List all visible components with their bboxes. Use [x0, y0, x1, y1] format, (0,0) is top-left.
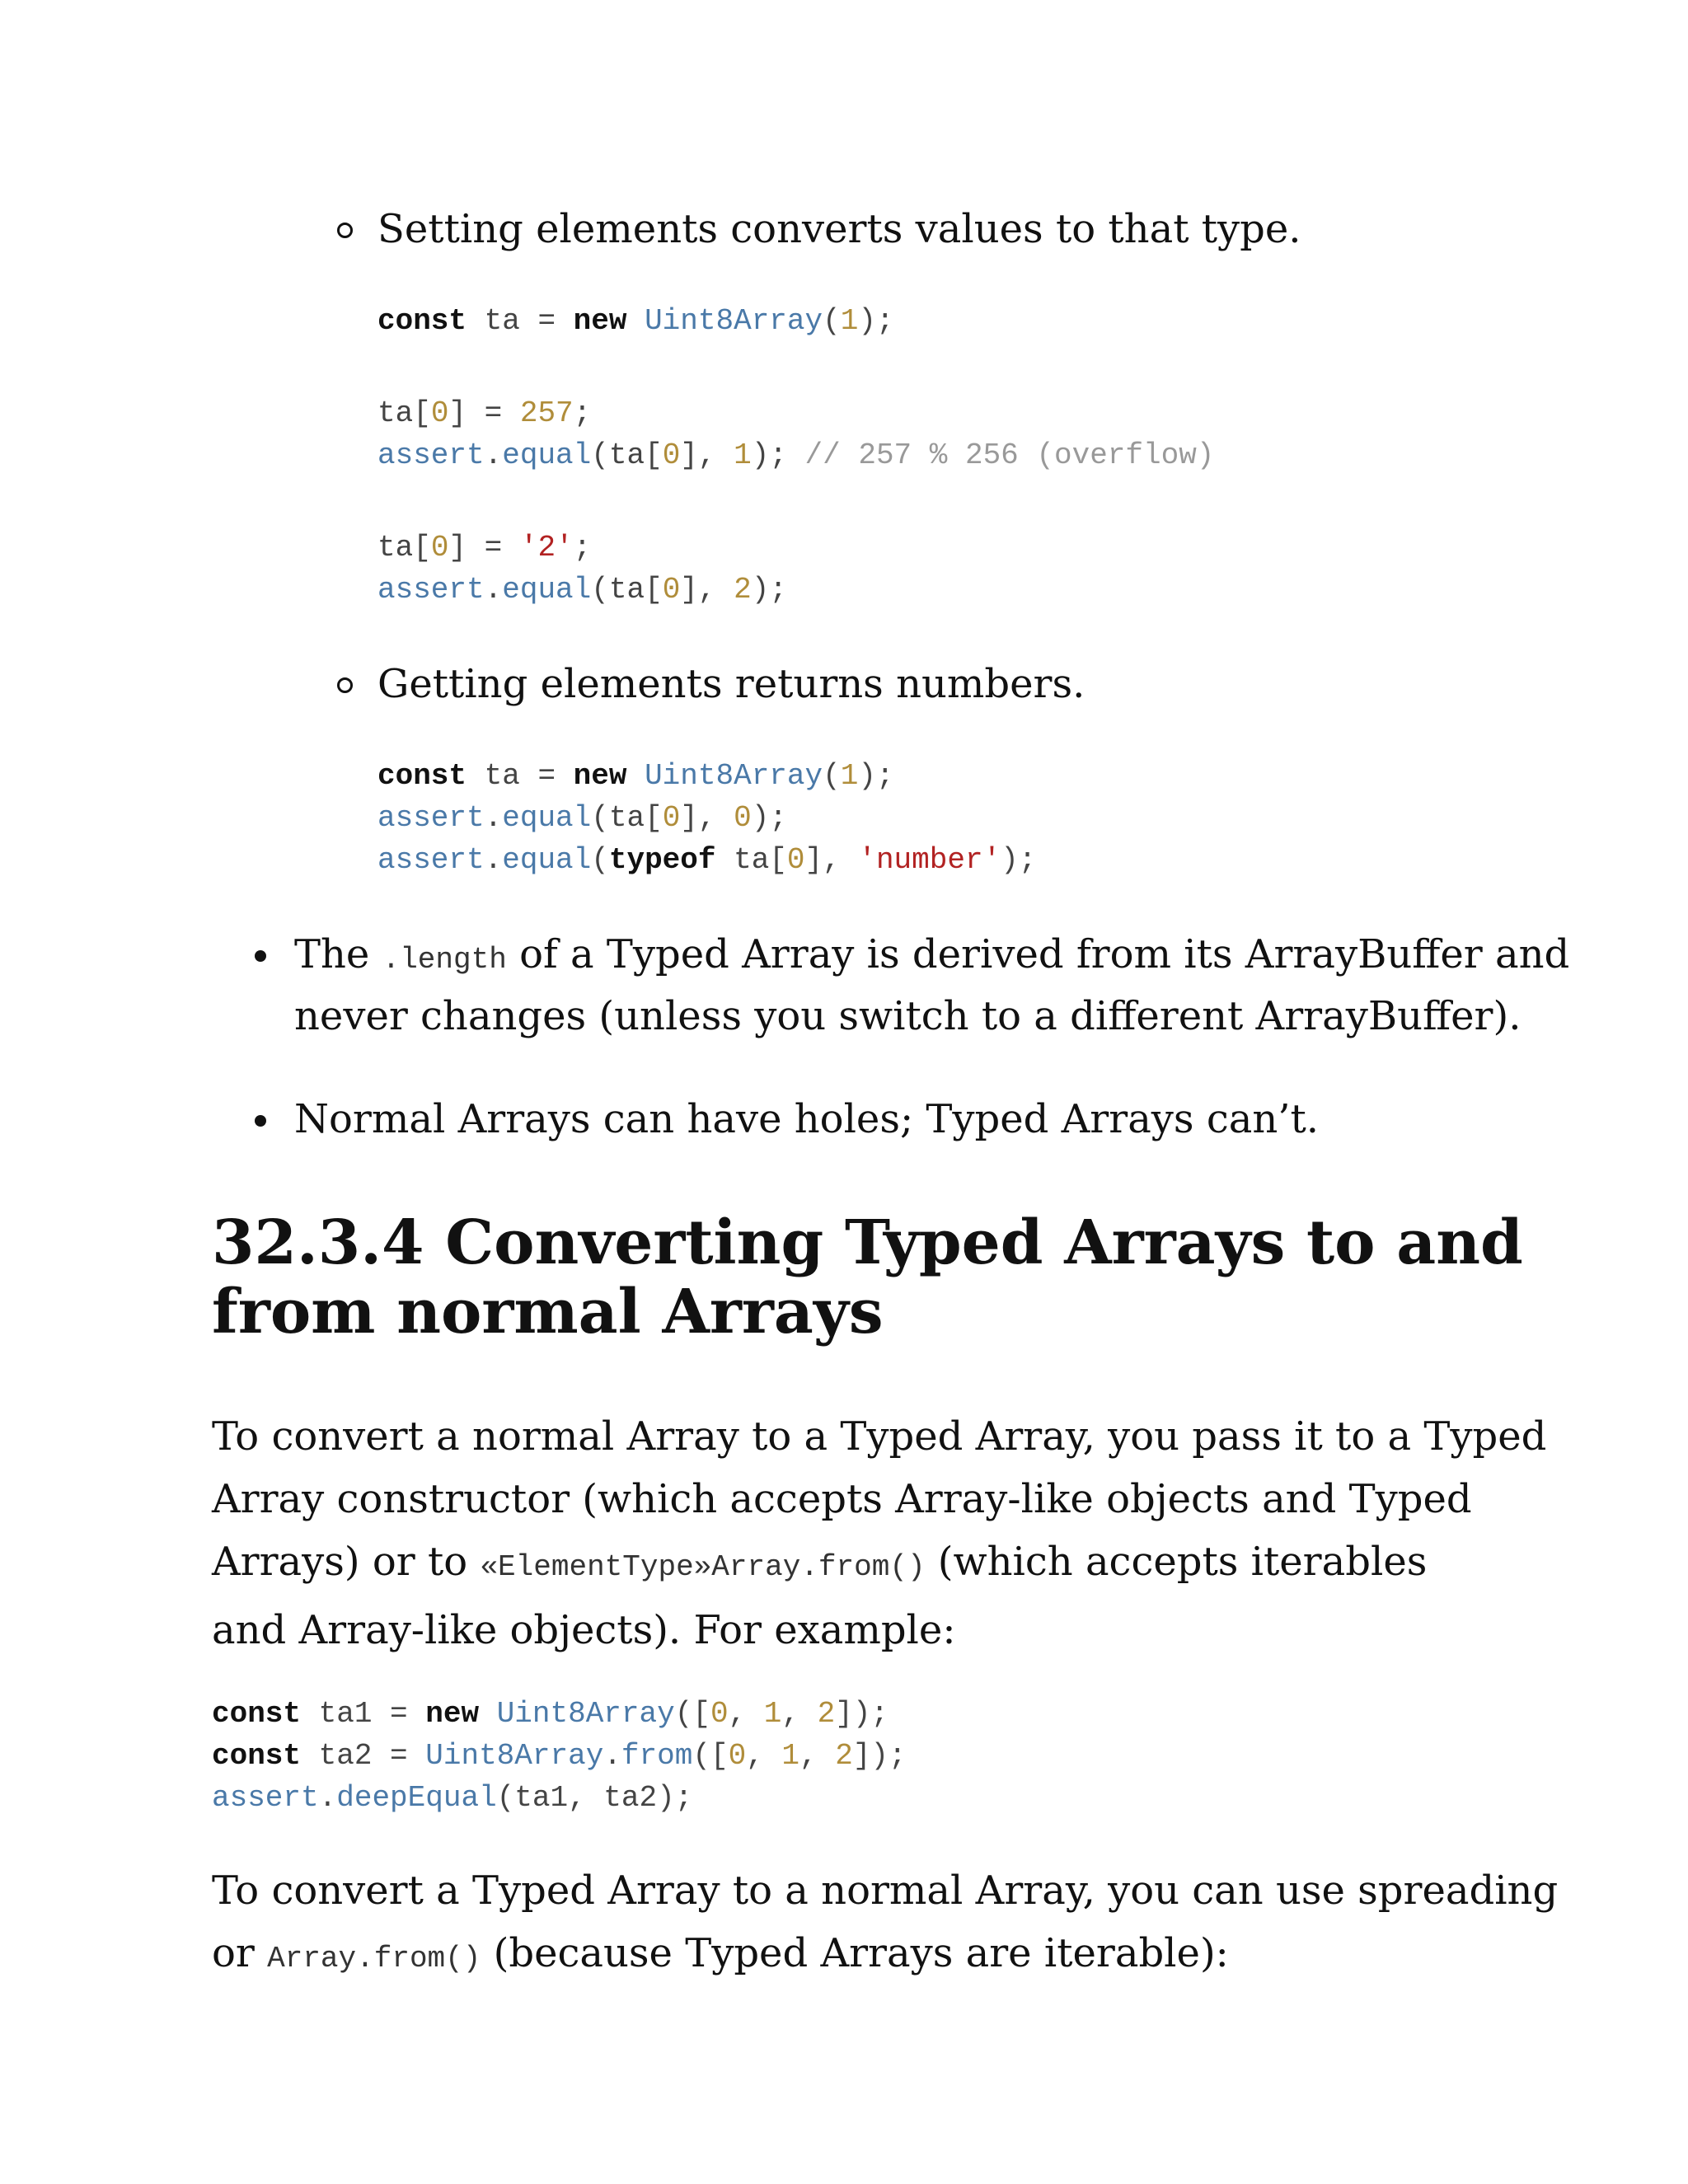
- code-token: ],: [680, 801, 734, 835]
- code-token: [626, 304, 645, 338]
- code-token: 0: [662, 801, 681, 835]
- code-token: [479, 1697, 497, 1731]
- section-heading-line1: 32.3.4 Converting Typed Arrays to and: [212, 1207, 1523, 1278]
- code-token: assert: [377, 573, 485, 607]
- code-token: 2: [734, 573, 752, 607]
- code-line: [377, 392, 1214, 434]
- code-block-setting: [377, 300, 1214, 611]
- paragraph-text: (which accepts iterables: [925, 1539, 1428, 1585]
- bullet-length-after: of a Typed Array is derived from its ArrayBuffer and: [506, 931, 1570, 977]
- code-token: assert: [212, 1781, 319, 1815]
- code-token: ],: [680, 438, 734, 472]
- code-line: [377, 755, 1036, 797]
- code-line: [377, 569, 1214, 611]
- code-block-getting: [377, 755, 1036, 881]
- code-token: ,: [728, 1697, 764, 1731]
- code-token: '2': [519, 531, 574, 565]
- code-line: [377, 839, 1036, 881]
- code-token: ,: [799, 1739, 836, 1773]
- code-token: ta =: [467, 759, 574, 793]
- code-token: 0: [710, 1697, 729, 1731]
- code-token: );: [858, 759, 894, 793]
- code-token: ],: [680, 573, 734, 607]
- code-token: equal: [502, 438, 592, 472]
- code-line: [377, 300, 1214, 342]
- code-token: equal: [502, 573, 592, 607]
- code-token: 1: [840, 759, 859, 793]
- code-token: ([: [692, 1739, 729, 1773]
- code-token: 0: [662, 438, 681, 472]
- code-token: new: [573, 304, 627, 338]
- paragraph-line: Array constructor (which accepts Array-like objects and Typed: [212, 1476, 1472, 1522]
- code-token: new: [573, 759, 627, 793]
- code-token: ta[: [715, 843, 787, 877]
- code-token: ;: [573, 396, 592, 430]
- bullet-disc-marker: [255, 950, 266, 962]
- code-token: 2: [835, 1739, 853, 1773]
- code-line: [212, 1735, 907, 1777]
- code-token: 1: [840, 304, 859, 338]
- code-token: ]);: [852, 1739, 907, 1773]
- code-token: ta =: [467, 304, 574, 338]
- code-token: equal: [502, 843, 592, 877]
- code-token: ([: [674, 1697, 710, 1731]
- section-heading: [212, 1208, 1523, 1347]
- code-token: (: [823, 759, 841, 793]
- code-token: .: [603, 1739, 621, 1773]
- code-token: [626, 759, 645, 793]
- code-token: Uint8Array: [645, 304, 823, 338]
- paragraph-line: and Array-like objects). For example:: [212, 1607, 956, 1653]
- code-token: from: [621, 1739, 693, 1773]
- bullet-length-line1: [294, 923, 1569, 991]
- paragraph-line: [212, 1530, 1546, 1599]
- code-token: ] =: [448, 531, 520, 565]
- element-type-from-code: «ElementType»Array.from(): [480, 1550, 926, 1584]
- code-token: const: [377, 304, 467, 338]
- code-token: (ta[: [591, 801, 663, 835]
- code-token: (ta[: [591, 573, 663, 607]
- code-token: 1: [781, 1739, 799, 1773]
- code-token: .: [484, 573, 503, 607]
- code-token: const: [212, 1739, 302, 1773]
- code-token: 0: [662, 573, 681, 607]
- code-token: Uint8Array: [425, 1739, 604, 1773]
- code-token: .: [484, 438, 503, 472]
- length-property-code: .length: [382, 943, 507, 977]
- code-token: ,: [781, 1697, 818, 1731]
- code-line: [377, 476, 1214, 527]
- bullet-setting-text: Setting elements converts values to that type.: [377, 206, 1301, 252]
- code-line: [377, 527, 1214, 569]
- code-token: (: [823, 304, 841, 338]
- code-line: [212, 1693, 907, 1735]
- code-token: assert: [377, 843, 485, 877]
- code-token: Uint8Array: [645, 759, 823, 793]
- bullet-disc-marker: [255, 1115, 266, 1127]
- code-token: .: [318, 1781, 337, 1815]
- paragraph-convert-to-normal: [212, 1859, 1558, 1990]
- paragraph-convert-to-typed: [212, 1405, 1546, 1661]
- code-token: deepEqual: [336, 1781, 497, 1815]
- code-token: equal: [502, 801, 592, 835]
- code-token: (ta[: [591, 438, 663, 472]
- code-token: ta2 =: [301, 1739, 426, 1773]
- code-token: const: [212, 1697, 302, 1731]
- code-token: 0: [430, 531, 449, 565]
- code-token: 'number': [858, 843, 1001, 877]
- paragraph-line: To convert a normal Array to a Typed Array, you pass it to a Typed: [212, 1413, 1547, 1460]
- paragraph-line: To convert a Typed Array to a normal Array, you can use spreading: [212, 1868, 1559, 1914]
- code-token: assert: [377, 801, 485, 835]
- bullet-getting-text: Getting elements returns numbers.: [377, 661, 1085, 707]
- code-token: typeof: [608, 843, 716, 877]
- bullet-length-before: The: [294, 931, 382, 977]
- array-from-code: Array.from(): [267, 1942, 481, 1975]
- code-token: ]);: [835, 1697, 889, 1731]
- code-token: ta[: [377, 396, 431, 430]
- code-token: 0: [728, 1739, 747, 1773]
- code-token: );: [751, 573, 787, 607]
- code-token: 0: [786, 843, 805, 877]
- code-token: (ta1, ta2);: [496, 1781, 693, 1815]
- code-token: ta[: [377, 531, 431, 565]
- paragraph-text: Arrays) or to: [212, 1539, 481, 1585]
- code-line: [377, 342, 1214, 392]
- code-token: 2: [817, 1697, 836, 1731]
- paragraph-text: (because Typed Arrays are iterable):: [481, 1930, 1229, 1976]
- code-token: new: [425, 1697, 480, 1731]
- code-token: 257: [519, 396, 574, 430]
- code-token: (: [591, 843, 609, 877]
- code-token: ta1 =: [301, 1697, 426, 1731]
- code-token: Uint8Array: [496, 1697, 675, 1731]
- code-line: [377, 434, 1214, 476]
- code-token: .: [484, 843, 503, 877]
- code-token: );: [1001, 843, 1037, 877]
- code-token: );: [858, 304, 894, 338]
- code-line: [377, 797, 1036, 839]
- code-line: [212, 1777, 907, 1819]
- paragraph-text: or: [212, 1930, 268, 1976]
- code-token: ,: [746, 1739, 782, 1773]
- code-token: );: [751, 438, 805, 472]
- code-token: ;: [573, 531, 592, 565]
- bullet-length-line2: never changes (unless you switch to a different ArrayBuffer).: [294, 993, 1522, 1039]
- code-token: 0: [430, 396, 449, 430]
- code-token: const: [377, 759, 467, 793]
- code-token: // 257 % 256 (overflow): [804, 438, 1215, 472]
- code-token: 0: [734, 801, 752, 835]
- code-token: .: [484, 801, 503, 835]
- code-block-convert: [212, 1693, 907, 1819]
- bullet-circle-marker: [337, 223, 353, 238]
- bullet-holes-text: Normal Arrays can have holes; Typed Arrays can’t.: [294, 1096, 1320, 1142]
- code-token: assert: [377, 438, 485, 472]
- code-token: ],: [804, 843, 859, 877]
- code-token: );: [751, 801, 787, 835]
- code-token: 1: [734, 438, 752, 472]
- section-heading-line2: from normal Arrays: [212, 1277, 884, 1347]
- code-token: ] =: [448, 396, 520, 430]
- code-token: 1: [763, 1697, 782, 1731]
- bullet-circle-marker: [337, 677, 353, 693]
- paragraph-line: [212, 1922, 1558, 1990]
